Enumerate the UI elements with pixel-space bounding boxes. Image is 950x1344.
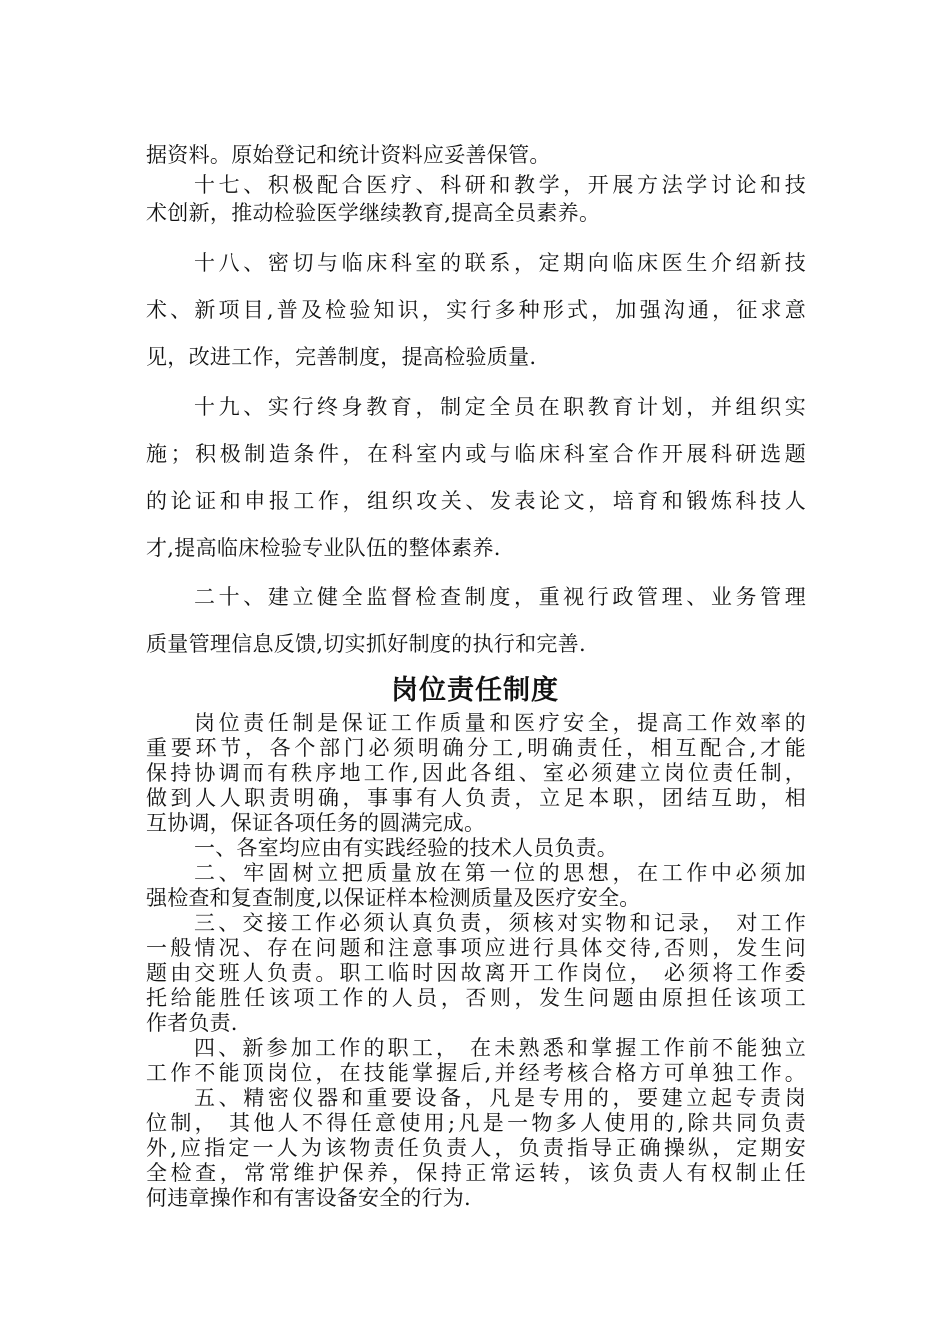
paragraph-line: 工作不能顶岗位，在技能掌握后,并经考核合格方可单独工作。	[146, 1061, 806, 1085]
paragraph-line: 一般情况、存在问题和注意事项应进行具体交待,否则，发生问	[146, 936, 806, 960]
paragraph-line: 据资料。原始登记和统计资料应妥善保管。	[146, 143, 551, 167]
paragraph-line: 重要环节，各个部门必须明确分工,明确责任，相互配合,才能	[146, 736, 806, 760]
paragraph-line: 位制， 其他人不得任意使用;凡是一物多人使用的,除共同负责	[146, 1111, 806, 1135]
paragraph-line: 一、各室均应由有实践经验的技术人员负责。	[194, 836, 618, 860]
paragraph-line: 十七、积极配合医疗、科研和教学，开展方法学讨论和技	[194, 173, 806, 197]
paragraph-line: 二、牢固树立把质量放在第一位的思想，在工作中必须加	[194, 861, 806, 885]
paragraph-line: 四、新参加工作的职工， 在未熟悉和掌握工作前不能独立	[194, 1036, 806, 1060]
paragraph-line: 托给能胜任该项工作的人员，否则，发生问题由原担任该项工	[146, 986, 806, 1010]
paragraph-line: 外,应指定一人为该物责任负责人，负责指导正确操纵，定期安	[146, 1136, 806, 1160]
paragraph-line: 何违章操作和有害设备安全的行为.	[146, 1186, 471, 1210]
paragraph-line: 的论证和申报工作，组织攻关、发表论文，培育和锻炼科技人	[146, 489, 806, 513]
paragraph-line: 术、新项目,普及检验知识，实行多种形式，加强沟通，征求意	[146, 298, 806, 322]
paragraph-line: 二十、建立健全监督检查制度，重视行政管理、业务管理	[194, 585, 806, 609]
paragraph-line: 题由交班人负责。职工临时因故离开工作岗位， 必须将工作委	[146, 961, 806, 985]
paragraph-line: 岗位责任制是保证工作质量和医疗安全，提高工作效率的	[194, 711, 806, 735]
paragraph-line: 互协调，保证各项任务的圆满完成。	[146, 811, 486, 835]
paragraph-line: 保持协调而有秩序地工作,因此各组、室必须建立岗位责任制，	[146, 761, 806, 785]
paragraph-line: 才,提高临床检验专业队伍的整体素养.	[146, 536, 501, 560]
paragraph-line: 见，改进工作，完善制度，提高检验质量.	[146, 345, 537, 369]
paragraph-line: 十八、密切与临床科室的联系，定期向临床医生介绍新技	[194, 251, 806, 275]
paragraph-line: 全检查，常常维护保养，保持正常运转，该负责人有权制止任	[146, 1161, 806, 1185]
paragraph-line: 强检查和复查制度,以保证样本检测质量及医疗安全。	[146, 886, 641, 910]
paragraph-line: 五、精密仪器和重要设备，凡是专用的，要建立起专责岗	[194, 1086, 806, 1110]
paragraph-line: 术创新，推动检验医学继续教育,提高全员素养。	[146, 201, 601, 225]
paragraph-line: 三、交接工作必须认真负责，须核对实物和记录， 对工作	[194, 911, 806, 935]
paragraph-line: 质量管理信息反馈,切实抓好制度的执行和完善.	[146, 632, 586, 656]
paragraph-line: 十九、实行终身教育，制定全员在职教育计划，并组织实	[194, 395, 806, 419]
paragraph-line: 施；积极制造条件，在科室内或与临床科室合作开展科研选题	[146, 442, 806, 466]
paragraph-line: 作者负责.	[146, 1011, 238, 1035]
paragraph-line: 做到人人职责明确，事事有人负责，立足本职，团结互助，相	[146, 786, 806, 810]
section-title: 岗位责任制度	[391, 675, 559, 706]
